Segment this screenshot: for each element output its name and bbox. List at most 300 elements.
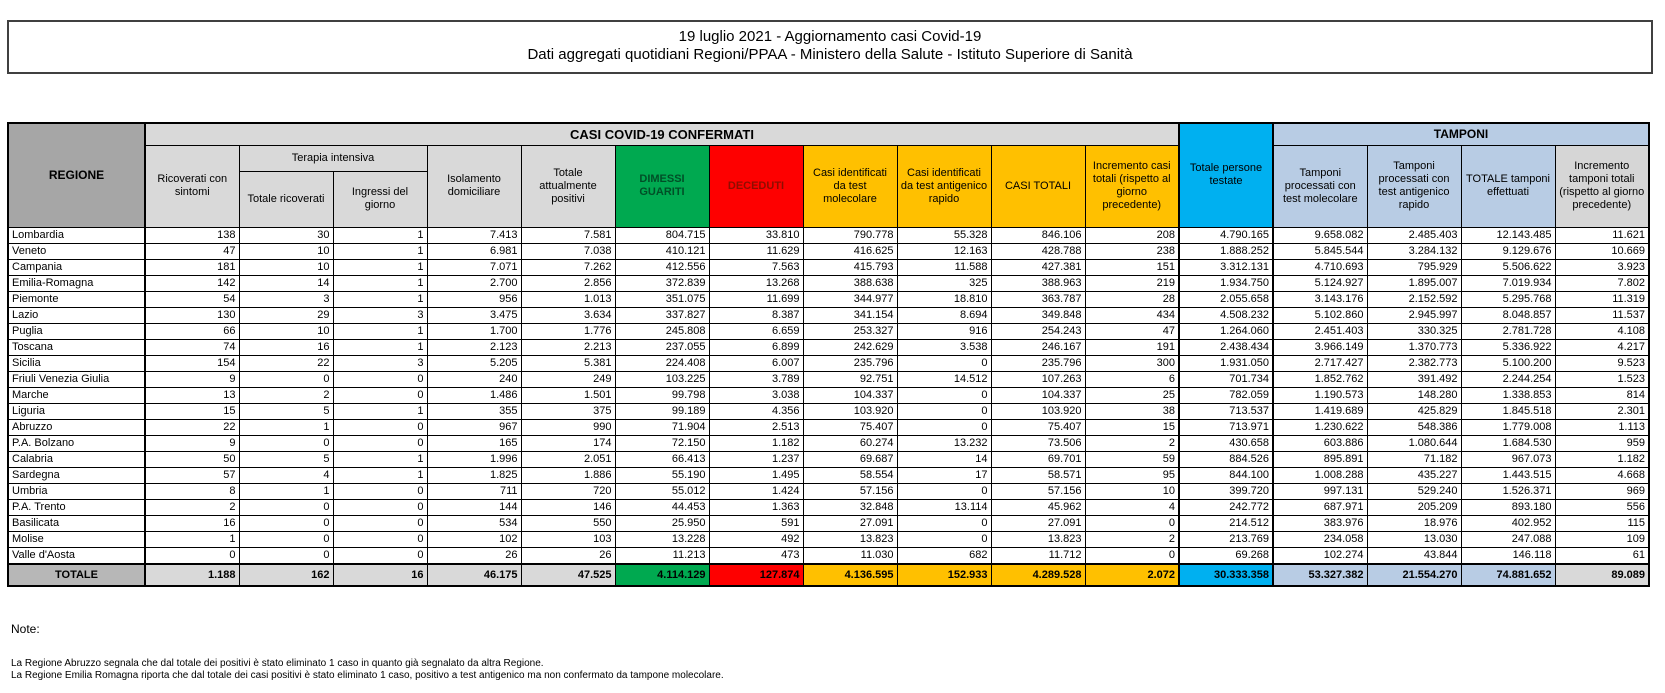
cell-totale-attualmente-positivi: 7.038 [521,243,615,259]
header-terapia-ingressi-del-giorno: Ingressi del giorno [333,171,427,227]
cell-deceduti: 33.810 [709,227,803,243]
cell-isolamento-domiciliare: 1.486 [427,387,521,403]
cell-deceduti: 1.363 [709,499,803,515]
cell-casi-test-molecolare: 341.154 [803,307,897,323]
cell-casi-totali: 75.407 [991,419,1085,435]
cell-totale-persone-testate: 399.720 [1179,483,1273,499]
cell-incremento-casi-totali: 2 [1085,531,1179,547]
totale-cell-totale-persone-testate: 30.333.358 [1179,564,1273,586]
cell-isolamento-domiciliare: 1.825 [427,467,521,483]
cell-deceduti: 4.356 [709,403,803,419]
cell-dimessi-guariti: 245.808 [615,323,709,339]
cell-terapia-totale-ricoverati: 10 [239,243,333,259]
cell-casi-test-antigenico: 13.114 [897,499,991,515]
cell-terapia-totale-ricoverati: 0 [239,435,333,451]
table-row [8,243,1649,259]
cell-totale-persone-testate: 4.508.232 [1179,307,1273,323]
cell-totale-attualmente-positivi: 2.051 [521,451,615,467]
cell-terapia-totale-ricoverati: 16 [239,339,333,355]
cell-casi-test-molecolare: 69.687 [803,451,897,467]
totale-cell-terapia-ingressi-del-giorno: 16 [333,564,427,586]
cell-terapia-ingressi-del-giorno: 0 [333,419,427,435]
cell-terapia-totale-ricoverati: 30 [239,227,333,243]
cell-dimessi-guariti: 237.055 [615,339,709,355]
cell-tamponi-molecolare: 102.274 [1273,547,1367,564]
cell-totale-tamponi: 12.143.485 [1461,227,1555,243]
cell-tamponi-molecolare: 687.971 [1273,499,1367,515]
cell-incremento-tamponi: 2.301 [1555,403,1649,419]
cell-ricoverati-con-sintomi: 9 [145,435,239,451]
cell-tamponi-antigenico: 205.209 [1367,499,1461,515]
cell-terapia-totale-ricoverati: 10 [239,323,333,339]
cell-isolamento-domiciliare: 165 [427,435,521,451]
cell-ricoverati-con-sintomi: 9 [145,371,239,387]
cell-incremento-casi-totali: 0 [1085,547,1179,564]
totale-row [8,564,1649,586]
cell-isolamento-domiciliare: 967 [427,419,521,435]
cell-tamponi-antigenico: 435.227 [1367,467,1461,483]
cell-terapia-totale-ricoverati: 1 [239,419,333,435]
cell-terapia-ingressi-del-giorno: 0 [333,387,427,403]
cell-tamponi-antigenico: 71.182 [1367,451,1461,467]
cell-totale-attualmente-positivi: 26 [521,547,615,564]
cell-isolamento-domiciliare: 102 [427,531,521,547]
table-row [8,259,1649,275]
region-name: Molise [8,531,145,547]
header-tamponi-antigenico: Tamponi processati con test antigenico rapido [1367,145,1461,227]
cell-totale-persone-testate: 1.931.050 [1179,355,1273,371]
cell-casi-totali: 45.962 [991,499,1085,515]
cell-totale-attualmente-positivi: 1.501 [521,387,615,403]
totale-cell-casi-test-antigenico: 152.933 [897,564,991,586]
cell-totale-attualmente-positivi: 146 [521,499,615,515]
cell-isolamento-domiciliare: 240 [427,371,521,387]
cell-tamponi-molecolare: 1.008.288 [1273,467,1367,483]
cell-totale-persone-testate: 1.264.060 [1179,323,1273,339]
cell-casi-test-antigenico: 0 [897,387,991,403]
cell-tamponi-molecolare: 5.845.544 [1273,243,1367,259]
cell-tamponi-molecolare: 3.966.149 [1273,339,1367,355]
cell-incremento-casi-totali: 191 [1085,339,1179,355]
cell-totale-attualmente-positivi: 2.856 [521,275,615,291]
cell-terapia-totale-ricoverati: 0 [239,547,333,564]
cell-incremento-tamponi: 1.182 [1555,451,1649,467]
cell-totale-attualmente-positivi: 7.262 [521,259,615,275]
cell-tamponi-molecolare: 5.102.860 [1273,307,1367,323]
cell-tamponi-molecolare: 997.131 [1273,483,1367,499]
cell-deceduti: 6.659 [709,323,803,339]
cell-ricoverati-con-sintomi: 8 [145,483,239,499]
cell-terapia-totale-ricoverati: 5 [239,451,333,467]
region-name: Basilicata [8,515,145,531]
cell-totale-tamponi: 2.244.254 [1461,371,1555,387]
cell-tamponi-molecolare: 1.852.762 [1273,371,1367,387]
table-row [8,307,1649,323]
cell-ricoverati-con-sintomi: 15 [145,403,239,419]
cell-casi-test-antigenico: 8.694 [897,307,991,323]
cell-incremento-casi-totali: 208 [1085,227,1179,243]
cell-casi-test-antigenico: 17 [897,467,991,483]
cell-casi-test-antigenico: 0 [897,419,991,435]
cell-casi-test-antigenico: 11.588 [897,259,991,275]
region-name: Lombardia [8,227,145,243]
table-row [8,419,1649,435]
cell-casi-test-antigenico: 682 [897,547,991,564]
cell-casi-totali: 388.963 [991,275,1085,291]
cell-totale-tamponi: 5.295.768 [1461,291,1555,307]
cell-terapia-totale-ricoverati: 0 [239,371,333,387]
cell-dimessi-guariti: 99.798 [615,387,709,403]
cell-casi-totali: 73.506 [991,435,1085,451]
cell-totale-persone-testate: 782.059 [1179,387,1273,403]
table-row [8,323,1649,339]
cell-totale-persone-testate: 430.658 [1179,435,1273,451]
cell-totale-tamponi: 1.684.530 [1461,435,1555,451]
totale-cell-casi-totali: 4.289.528 [991,564,1085,586]
cell-totale-tamponi: 9.129.676 [1461,243,1555,259]
cell-isolamento-domiciliare: 7.071 [427,259,521,275]
cell-totale-persone-testate: 844.100 [1179,467,1273,483]
cell-dimessi-guariti: 372.839 [615,275,709,291]
region-name: Liguria [8,403,145,419]
cell-terapia-ingressi-del-giorno: 0 [333,499,427,515]
note-emilia-romagna: La Regione Emilia Romagna riporta che dal totale dei casi positivi è stato eliminato 1 caso, positivo a test antigenico ma non confermato da tampone molecolare. [11,670,724,681]
cell-tamponi-antigenico: 425.829 [1367,403,1461,419]
cell-incremento-tamponi: 4.668 [1555,467,1649,483]
cell-totale-persone-testate: 701.734 [1179,371,1273,387]
cell-totale-persone-testate: 884.526 [1179,451,1273,467]
cell-incremento-casi-totali: 300 [1085,355,1179,371]
cell-terapia-ingressi-del-giorno: 1 [333,467,427,483]
cell-totale-attualmente-positivi: 550 [521,515,615,531]
cell-tamponi-antigenico: 795.929 [1367,259,1461,275]
cell-terapia-ingressi-del-giorno: 1 [333,259,427,275]
cell-tamponi-antigenico: 2.382.773 [1367,355,1461,371]
cell-incremento-casi-totali: 28 [1085,291,1179,307]
cell-ricoverati-con-sintomi: 66 [145,323,239,339]
cell-totale-tamponi: 247.088 [1461,531,1555,547]
cell-tamponi-antigenico: 1.370.773 [1367,339,1461,355]
cell-totale-persone-testate: 1.888.252 [1179,243,1273,259]
cell-casi-totali: 27.091 [991,515,1085,531]
cell-terapia-ingressi-del-giorno: 0 [333,371,427,387]
cell-totale-tamponi: 1.443.515 [1461,467,1555,483]
table-header [8,123,1649,227]
cell-dimessi-guariti: 55.012 [615,483,709,499]
cell-terapia-ingressi-del-giorno: 0 [333,483,427,499]
cell-casi-test-antigenico: 325 [897,275,991,291]
cell-tamponi-molecolare: 5.124.927 [1273,275,1367,291]
cell-incremento-tamponi: 969 [1555,483,1649,499]
cell-terapia-ingressi-del-giorno: 0 [333,435,427,451]
cell-casi-test-antigenico: 0 [897,403,991,419]
cell-deceduti: 591 [709,515,803,531]
cell-casi-test-molecolare: 344.977 [803,291,897,307]
cell-casi-test-molecolare: 388.638 [803,275,897,291]
header-totale-attualmente-positivi: Totale attualmente positivi [521,145,615,227]
cell-tamponi-molecolare: 1.190.573 [1273,387,1367,403]
cell-terapia-ingressi-del-giorno: 1 [333,403,427,419]
cell-casi-totali: 235.796 [991,355,1085,371]
region-name: Friuli Venezia Giulia [8,371,145,387]
cell-casi-test-molecolare: 103.920 [803,403,897,419]
region-name: Campania [8,259,145,275]
cell-dimessi-guariti: 410.121 [615,243,709,259]
cell-ricoverati-con-sintomi: 181 [145,259,239,275]
cell-tamponi-antigenico: 2.945.997 [1367,307,1461,323]
cell-tamponi-antigenico: 43.844 [1367,547,1461,564]
cell-incremento-casi-totali: 47 [1085,323,1179,339]
cell-casi-test-antigenico: 0 [897,355,991,371]
cell-totale-tamponi: 8.048.857 [1461,307,1555,323]
cell-terapia-ingressi-del-giorno: 3 [333,355,427,371]
totale-cell-ricoverati-con-sintomi: 1.188 [145,564,239,586]
cell-casi-test-molecolare: 57.156 [803,483,897,499]
cell-incremento-casi-totali: 219 [1085,275,1179,291]
cell-ricoverati-con-sintomi: 154 [145,355,239,371]
cell-terapia-ingressi-del-giorno: 1 [333,275,427,291]
cell-casi-totali: 107.263 [991,371,1085,387]
region-name: Puglia [8,323,145,339]
cell-totale-attualmente-positivi: 7.581 [521,227,615,243]
region-name: P.A. Trento [8,499,145,515]
cell-ricoverati-con-sintomi: 22 [145,419,239,435]
header-group-casi-confermati: CASI COVID-19 CONFERMATI [145,123,1179,145]
cell-casi-test-molecolare: 32.848 [803,499,897,515]
cell-isolamento-domiciliare: 5.205 [427,355,521,371]
cell-terapia-ingressi-del-giorno: 1 [333,243,427,259]
cell-tamponi-molecolare: 2.451.403 [1273,323,1367,339]
cell-dimessi-guariti: 55.190 [615,467,709,483]
cell-isolamento-domiciliare: 2.700 [427,275,521,291]
cell-casi-test-molecolare: 415.793 [803,259,897,275]
totale-cell-totale-attualmente-positivi: 47.525 [521,564,615,586]
cell-dimessi-guariti: 351.075 [615,291,709,307]
totale-cell-tamponi-antigenico: 21.554.270 [1367,564,1461,586]
region-name: Marche [8,387,145,403]
cell-casi-totali: 846.106 [991,227,1085,243]
cell-deceduti: 492 [709,531,803,547]
header-casi-test-molecolare: Casi identificati da test molecolare [803,145,897,227]
cell-casi-test-antigenico: 916 [897,323,991,339]
table-row [8,451,1649,467]
cell-totale-tamponi: 5.506.622 [1461,259,1555,275]
cell-tamponi-antigenico: 2.152.592 [1367,291,1461,307]
cell-tamponi-molecolare: 234.058 [1273,531,1367,547]
cell-tamponi-antigenico: 330.325 [1367,323,1461,339]
totale-cell-casi-test-molecolare: 4.136.595 [803,564,897,586]
table-row [8,355,1649,371]
cell-casi-totali: 104.337 [991,387,1085,403]
header-incremento-tamponi: Incremento tamponi totali (rispetto al giorno precedente) [1555,145,1649,227]
cell-ricoverati-con-sintomi: 0 [145,547,239,564]
cell-totale-persone-testate: 69.268 [1179,547,1273,564]
cell-casi-test-molecolare: 242.629 [803,339,897,355]
cell-deceduti: 13.268 [709,275,803,291]
header-group-tamponi: TAMPONI [1273,123,1649,145]
region-name: P.A. Bolzano [8,435,145,451]
cell-totale-attualmente-positivi: 2.213 [521,339,615,355]
cell-isolamento-domiciliare: 7.413 [427,227,521,243]
cell-totale-tamponi: 1.338.853 [1461,387,1555,403]
cell-casi-test-antigenico: 0 [897,531,991,547]
cell-incremento-casi-totali: 238 [1085,243,1179,259]
table-row [8,547,1649,564]
cell-isolamento-domiciliare: 956 [427,291,521,307]
cell-totale-attualmente-positivi: 1.013 [521,291,615,307]
cell-terapia-totale-ricoverati: 5 [239,403,333,419]
cell-casi-totali: 69.701 [991,451,1085,467]
cell-casi-totali: 57.156 [991,483,1085,499]
cell-incremento-casi-totali: 38 [1085,403,1179,419]
cell-terapia-totale-ricoverati: 29 [239,307,333,323]
header-tamponi-molecolare: Tamponi processati con test molecolare [1273,145,1367,227]
cell-ricoverati-con-sintomi: 50 [145,451,239,467]
cell-tamponi-molecolare: 1.230.622 [1273,419,1367,435]
cell-casi-test-antigenico: 13.232 [897,435,991,451]
table-row [8,339,1649,355]
cell-isolamento-domiciliare: 3.475 [427,307,521,323]
cell-deceduti: 3.038 [709,387,803,403]
cell-dimessi-guariti: 224.408 [615,355,709,371]
cell-deceduti: 3.789 [709,371,803,387]
cell-tamponi-molecolare: 383.976 [1273,515,1367,531]
totale-cell-tamponi-molecolare: 53.327.382 [1273,564,1367,586]
cell-tamponi-molecolare: 1.419.689 [1273,403,1367,419]
cell-totale-tamponi: 893.180 [1461,499,1555,515]
cell-totale-attualmente-positivi: 174 [521,435,615,451]
cell-dimessi-guariti: 44.453 [615,499,709,515]
cell-isolamento-domiciliare: 6.981 [427,243,521,259]
cell-casi-test-antigenico: 12.163 [897,243,991,259]
cell-incremento-tamponi: 1.113 [1555,419,1649,435]
cell-ricoverati-con-sintomi: 57 [145,467,239,483]
region-name: Abruzzo [8,419,145,435]
cell-tamponi-antigenico: 1.895.007 [1367,275,1461,291]
region-name: Sicilia [8,355,145,371]
cell-incremento-casi-totali: 6 [1085,371,1179,387]
cell-casi-test-antigenico: 18.810 [897,291,991,307]
cell-incremento-casi-totali: 15 [1085,419,1179,435]
cell-totale-attualmente-positivi: 720 [521,483,615,499]
region-name: Lazio [8,307,145,323]
cell-ricoverati-con-sintomi: 13 [145,387,239,403]
cell-totale-tamponi: 1.845.518 [1461,403,1555,419]
cell-tamponi-antigenico: 1.080.644 [1367,435,1461,451]
totale-cell-dimessi-guariti: 4.114.129 [615,564,709,586]
cell-incremento-tamponi: 11.319 [1555,291,1649,307]
table-row [8,403,1649,419]
cell-incremento-tamponi: 7.802 [1555,275,1649,291]
cell-ricoverati-con-sintomi: 16 [145,515,239,531]
cell-deceduti: 6.007 [709,355,803,371]
cell-terapia-totale-ricoverati: 14 [239,275,333,291]
cell-casi-test-molecolare: 27.091 [803,515,897,531]
cell-ricoverati-con-sintomi: 47 [145,243,239,259]
cell-casi-test-antigenico: 14.512 [897,371,991,387]
cell-incremento-casi-totali: 0 [1085,515,1179,531]
cell-dimessi-guariti: 66.413 [615,451,709,467]
cell-totale-attualmente-positivi: 249 [521,371,615,387]
cell-incremento-tamponi: 959 [1555,435,1649,451]
cell-incremento-casi-totali: 434 [1085,307,1179,323]
cell-casi-test-molecolare: 790.778 [803,227,897,243]
cell-deceduti: 1.495 [709,467,803,483]
cell-dimessi-guariti: 11.213 [615,547,709,564]
cell-tamponi-antigenico: 391.492 [1367,371,1461,387]
cell-incremento-tamponi: 109 [1555,531,1649,547]
table-row [8,435,1649,451]
cell-ricoverati-con-sintomi: 2 [145,499,239,515]
cell-dimessi-guariti: 337.827 [615,307,709,323]
cell-terapia-ingressi-del-giorno: 0 [333,515,427,531]
cell-totale-attualmente-positivi: 1.886 [521,467,615,483]
region-name: Valle d'Aosta [8,547,145,564]
table-row [8,515,1649,531]
cell-incremento-tamponi: 1.523 [1555,371,1649,387]
cell-terapia-totale-ricoverati: 22 [239,355,333,371]
cell-casi-totali: 13.823 [991,531,1085,547]
cell-totale-attualmente-positivi: 3.634 [521,307,615,323]
cell-tamponi-molecolare: 3.143.176 [1273,291,1367,307]
cell-tamponi-antigenico: 18.976 [1367,515,1461,531]
cell-totale-persone-testate: 2.055.658 [1179,291,1273,307]
cell-totale-tamponi: 967.073 [1461,451,1555,467]
cell-casi-totali: 103.920 [991,403,1085,419]
region-name: Sardegna [8,467,145,483]
cell-totale-persone-testate: 242.772 [1179,499,1273,515]
cell-totale-persone-testate: 3.312.131 [1179,259,1273,275]
cell-terapia-ingressi-del-giorno: 0 [333,547,427,564]
cell-totale-persone-testate: 214.512 [1179,515,1273,531]
cell-tamponi-antigenico: 148.280 [1367,387,1461,403]
cell-casi-totali: 246.167 [991,339,1085,355]
totale-cell-isolamento-domiciliare: 46.175 [427,564,521,586]
cell-isolamento-domiciliare: 355 [427,403,521,419]
cell-tamponi-molecolare: 4.710.693 [1273,259,1367,275]
cell-dimessi-guariti: 99.189 [615,403,709,419]
header-isolamento-domiciliare: Isolamento domiciliare [427,145,521,227]
cell-totale-attualmente-positivi: 990 [521,419,615,435]
table-body [8,227,1649,564]
cell-incremento-tamponi: 556 [1555,499,1649,515]
cell-incremento-casi-totali: 151 [1085,259,1179,275]
cell-incremento-casi-totali: 4 [1085,499,1179,515]
cell-terapia-ingressi-del-giorno: 3 [333,307,427,323]
cell-tamponi-antigenico: 3.284.132 [1367,243,1461,259]
cell-incremento-casi-totali: 59 [1085,451,1179,467]
cell-casi-test-antigenico: 55.328 [897,227,991,243]
cell-isolamento-domiciliare: 26 [427,547,521,564]
cell-terapia-totale-ricoverati: 1 [239,483,333,499]
totale-cell-incremento-tamponi: 89.089 [1555,564,1649,586]
title-box [7,20,1653,74]
cell-totale-persone-testate: 2.438.434 [1179,339,1273,355]
region-name: Calabria [8,451,145,467]
cell-terapia-totale-ricoverati: 0 [239,515,333,531]
cell-casi-totali: 363.787 [991,291,1085,307]
header-casi-totali: CASI TOTALI [991,145,1085,227]
header-ricoverati-con-sintomi: Ricoverati con sintomi [145,145,239,227]
cell-deceduti: 7.563 [709,259,803,275]
totale-label: TOTALE [8,564,145,586]
cell-totale-attualmente-positivi: 375 [521,403,615,419]
cell-terapia-totale-ricoverati: 0 [239,499,333,515]
cell-incremento-casi-totali: 95 [1085,467,1179,483]
cell-totale-attualmente-positivi: 5.381 [521,355,615,371]
cell-terapia-totale-ricoverati: 10 [239,259,333,275]
cell-incremento-casi-totali: 10 [1085,483,1179,499]
